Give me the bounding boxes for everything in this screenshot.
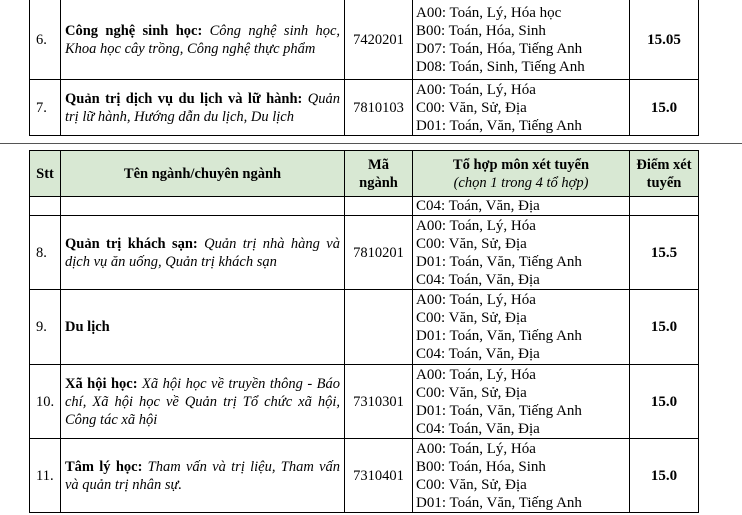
header-name: Tên ngành/chuyên ngành (61, 151, 345, 197)
row-score: 15.05 (630, 0, 699, 80)
combo-line: A00: Toán, Lý, Hóa (416, 292, 536, 308)
combo-line: C00: Văn, Sử, Địa (416, 384, 527, 401)
row-score: 15.0 (630, 80, 699, 136)
row-stt: 6. (30, 0, 61, 80)
row-stt: 10. (30, 365, 61, 439)
row-major-name (61, 439, 345, 513)
combo-line: A00: Toán, Lý, Hóa (416, 217, 536, 234)
major-specializations: Quản trị lữ hành, Hướng dẫn du lịch, Du lịch (65, 90, 340, 125)
combo-line: A00: Toán, Lý, Hóa (416, 440, 536, 457)
combo-line: C04: Toán, Văn, Địa (416, 346, 540, 362)
row-ma-nganh: 7810201 (345, 216, 413, 290)
row-combos (413, 439, 630, 513)
header-stt: Stt (30, 151, 61, 197)
combo-line: A00: Toán, Lý, Hóa (416, 366, 536, 383)
combo-line: C00: Văn, Sử, Địa (416, 310, 527, 326)
row-score: 15.0 (630, 290, 699, 365)
row-ma-nganh: 7310301 (345, 365, 413, 439)
admission-table-bottom (29, 150, 699, 513)
row-ma-nganh: 7810103 (345, 80, 413, 136)
table-row (30, 439, 699, 513)
combo-line: D01: Toán, Văn, Tiếng Anh (416, 117, 582, 134)
row-combos (413, 365, 630, 439)
combo-line: C04: Toán, Văn, Địa (416, 198, 540, 214)
combo-line: B00: Toán, Hóa, Sinh (416, 22, 546, 39)
row-ma-nganh (345, 290, 413, 365)
continuation-row (30, 197, 699, 216)
row-major-name (61, 365, 345, 439)
row-combos (413, 0, 630, 80)
row-major-name (61, 80, 345, 136)
major-title: Tâm lý học: (65, 458, 143, 475)
top-table-body (30, 0, 699, 136)
combo-line: C00: Văn, Sử, Địa (416, 99, 527, 116)
combo-line: D01: Toán, Văn, Tiếng Anh (416, 494, 582, 511)
page-divider (0, 143, 742, 144)
row-major-name (61, 216, 345, 290)
combo-line: C04: Toán, Văn, Địa (416, 271, 540, 288)
row-ma-nganh: 7310401 (345, 439, 413, 513)
row-score: 15.0 (630, 439, 699, 513)
row-combos (413, 290, 630, 365)
table-row (30, 80, 699, 136)
row-combos (413, 216, 630, 290)
combo-line: C00: Văn, Sử, Địa (416, 476, 527, 493)
major-title: Công nghệ sinh học: (65, 22, 203, 39)
combo-line: D01: Toán, Văn, Tiếng Anh (416, 328, 582, 344)
row-combos (413, 80, 630, 136)
combo-line: A00: Toán, Lý, Hóa học (416, 4, 562, 21)
major-title: Du lịch (65, 319, 110, 335)
admission-table-top (29, 0, 699, 136)
table-row (30, 290, 699, 365)
bottom-table-body (30, 197, 699, 513)
major-title: Xã hội học: (65, 375, 138, 392)
row-score: 15.0 (630, 365, 699, 439)
row-stt: 7. (30, 80, 61, 136)
row-stt: 9. (30, 290, 61, 365)
table-row (30, 365, 699, 439)
combo-line: D08: Toán, Sinh, Tiếng Anh (416, 58, 585, 75)
header-ma-nganh: Mã ngành (345, 151, 413, 197)
row-ma-nganh: 7420201 (345, 0, 413, 80)
row-score: 15.5 (630, 216, 699, 290)
table-row (30, 0, 699, 80)
combo-line: D07: Toán, Hóa, Tiếng Anh (416, 40, 583, 57)
table-header (30, 151, 699, 197)
combo-line: D01: Toán, Văn, Tiếng Anh (416, 253, 582, 270)
header-score: Điểm xét tuyển (630, 151, 699, 197)
row-major-name (61, 0, 345, 80)
combo-line: D01: Toán, Văn, Tiếng Anh (416, 402, 582, 419)
combo-line: A00: Toán, Lý, Hóa (416, 81, 536, 98)
row-stt: 8. (30, 216, 61, 290)
major-title: Quản trị khách sạn: (65, 235, 198, 252)
major-specializations: Quản trị nhà hàng và dịch vụ ăn uống, Quản trị khách sạn (65, 235, 340, 270)
combo-line: B00: Toán, Hóa, Sinh (416, 458, 546, 475)
major-title: Quản trị dịch vụ du lịch và lữ hành: (65, 90, 303, 107)
combo-line: C04: Toán, Văn, Địa (416, 420, 540, 437)
major-specializations: Tham vấn và trị liệu, Tham vấn và quản trị nhân sự. (65, 458, 340, 493)
table-row (30, 216, 699, 290)
major-specializations: Công nghệ sinh học, Khoa học cây trồng, Công nghệ thực phẩm (65, 22, 341, 57)
row-major-name (61, 290, 345, 365)
header-combo: Tổ hợp môn xét tuyển (chọn 1 trong 4 tổ hợp) (413, 151, 630, 197)
row-stt: 11. (30, 439, 61, 513)
major-specializations: Xã hội học về truyền thông - Báo chí, Xã hội học về Quản trị Tổ chức xã hội, Công tác xã hội (65, 375, 340, 428)
combo-line: C00: Văn, Sử, Địa (416, 235, 527, 252)
